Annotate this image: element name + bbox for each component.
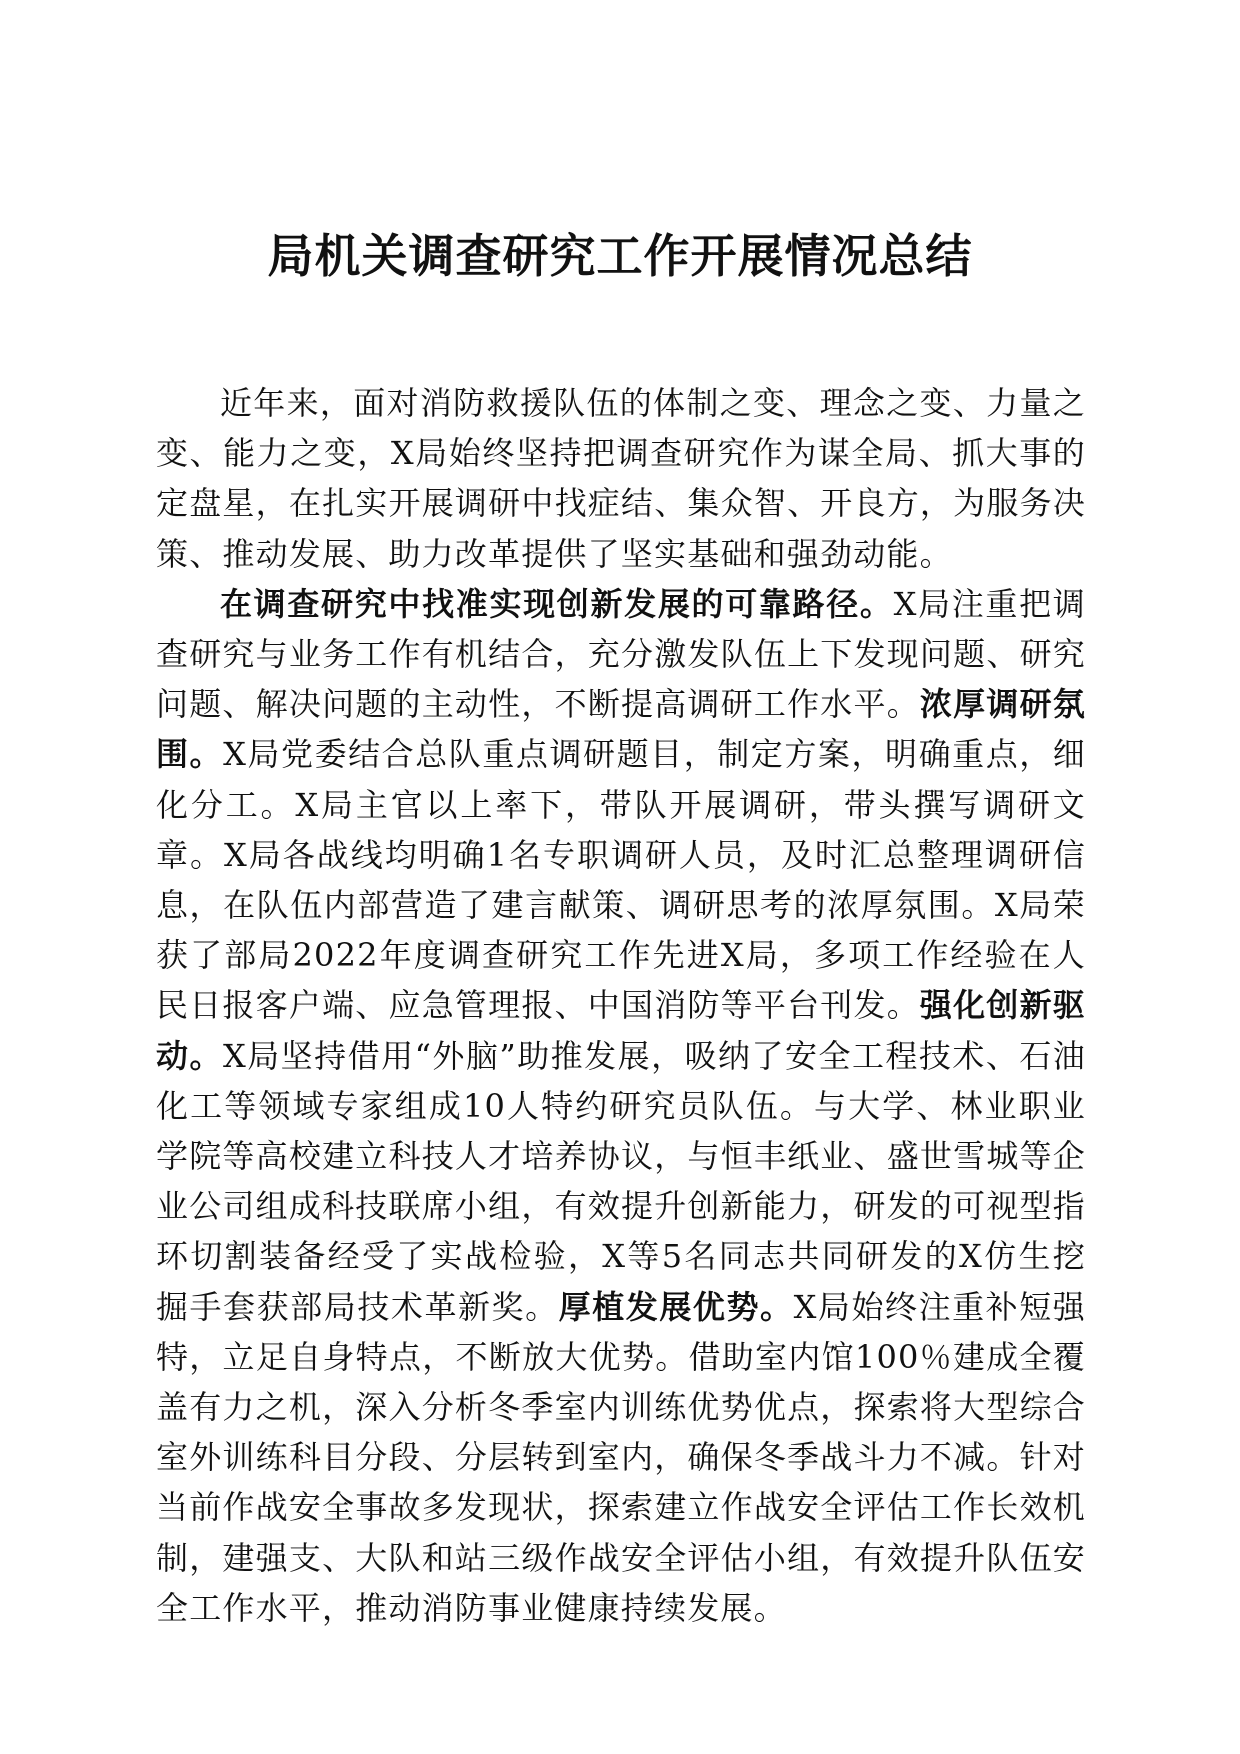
subheading-development-advantage: 厚植发展优势。	[558, 1287, 794, 1326]
subheading-research-atmosphere: 浓厚调研氛围。	[156, 685, 1086, 774]
document-title: 局机关调查研究工作开展情况总结	[267, 229, 973, 283]
development-advantage-text: X局始终注重补短强特，立足自身特点，不断放大优势。借助室内馆100％建成全覆盖有力之机，深入分析冬季室内训练优势优点，探索将大型综合室外训练科目分段、分层转到室内，确保冬季战斗力不减。针对当前作战安全事故多发现状，探索建立作战安全评估工作长效机制，建强支、大队和站三级作战安全评估小组，有效提升队伍安全工作水平，推动消防事业健康持续发展。	[156, 1287, 1086, 1627]
paragraph-research-path	[156, 579, 1086, 1633]
innovation-drive-text: X局坚持借用“外脑”助推发展，吸纳了安全工程技术、石油化工等领域专家组成10人特约研究员队伍。与大学、林业职业学院等高校建立科技人才培养协议，与恒丰纸业、盛世雪城等企业公司组成科技联席小组，有效提升创新能力，研发的可视型指环切割装备经受了实战检验，X等5名同志共同研发的X仿生挖掘手套获部局技术革新奖。	[156, 1036, 1086, 1326]
subheading-innovation-drive: 强化创新驱动。	[156, 986, 1086, 1075]
research-atmosphere-text: X局党委结合总队重点调研题目，制定方案，明确重点，细化分工。X局主官以上率下，带队开展调研，带头撰写调研文章。X局各战线均明确1名专职调研人员，及时汇总整理调研信息，在队伍内部营造了建言献策、调研思考的浓厚氛围。X局荣获了部局2022年度调查研究工作先进X局，多项工作经验在人民日报客户端、应急管理报、中国消防等平台刊发。	[156, 735, 1087, 1025]
section-heading-research-path: 在调查研究中找准实现创新发展的可靠路径。	[220, 584, 894, 623]
intro-text: 近年来，面对消防救援队伍的体制之变、理念之变、力量之变、能力之变，X局始终坚持把调查研究作为谋全局、抓大事的定盘星，在扎实开展调研中找症结、集众智、开良方，为服务决策、推动发展、助力改革提供了坚实基础和强劲动能。	[156, 384, 1086, 573]
document-body	[156, 378, 1086, 1633]
paragraph-intro	[156, 378, 1086, 579]
research-path-text: X局注重把调查研究与业务工作有机结合，充分激发队伍上下发现问题、研究问题、解决问题的主动性，不断提高调研工作水平。	[156, 584, 1086, 724]
